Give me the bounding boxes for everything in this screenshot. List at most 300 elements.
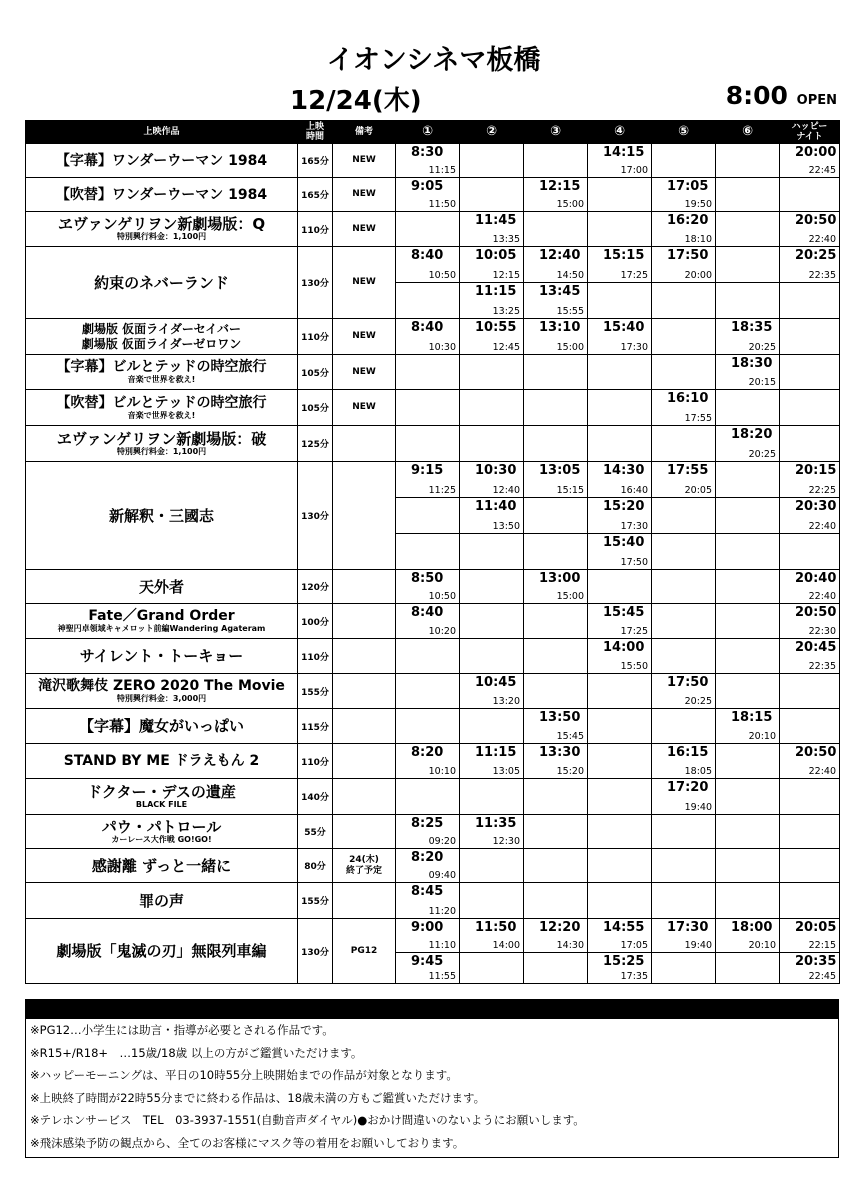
showtime-cell-screen-2 <box>460 919 524 953</box>
showtime-cell-screen-4 <box>588 779 652 815</box>
start-time: 17:50 <box>667 675 709 690</box>
schedule-row <box>26 570 840 604</box>
col-header-happy-night: ハッピー ナイト <box>780 121 840 144</box>
note-cell <box>333 604 396 639</box>
showtime-cell-screen-1 <box>396 426 460 462</box>
note-line: ※上映終了時間が22時55分までに終わる作品は、18歳未満の方もご鑑賞いただけます。 <box>30 1090 486 1105</box>
showtime-cell-screen-2 <box>460 815 524 849</box>
start-time: 13:45 <box>539 284 581 299</box>
movie-subtitle: 特別興行料金：3,000円 <box>116 694 207 703</box>
showtime-cell-screen-1 <box>396 390 460 426</box>
schedule-row <box>26 355 840 390</box>
showtime-cell-screen-3 <box>524 919 588 953</box>
duration-cell: 110分 <box>298 212 333 247</box>
end-time: 22:35 <box>808 661 836 672</box>
showtime-cell-screen-6 <box>716 212 780 247</box>
showtime-cell-screen-2 <box>460 498 524 534</box>
end-time: 13:50 <box>492 521 520 532</box>
showtime-cell-screen-6 <box>716 498 780 534</box>
showtime-cell-screen-2 <box>460 570 524 604</box>
showtime-cell-screen-2 <box>460 178 524 212</box>
end-time: 20:25 <box>748 342 776 353</box>
showtime-cell-screen-3 <box>524 178 588 212</box>
showtime-cell-happy <box>780 390 840 426</box>
end-time: 11:15 <box>428 165 456 176</box>
showtime-cell-happy <box>780 570 840 604</box>
end-time: 15:20 <box>556 766 584 777</box>
start-time: 12:20 <box>539 920 581 935</box>
showtime-cell-happy <box>780 883 840 919</box>
note-cell: NEW <box>333 247 396 319</box>
showtime-cell-happy <box>780 919 840 953</box>
duration-cell: 165分 <box>298 178 333 212</box>
start-time: 20:15 <box>795 463 837 478</box>
start-time: 18:15 <box>731 710 773 725</box>
movie-title-cell <box>26 815 298 849</box>
schedule-row <box>26 144 840 178</box>
footer-bar <box>25 999 839 1019</box>
start-time: 15:45 <box>603 605 645 620</box>
note-line: ※ハッピーモーニングは、平日の10時55分上映開始までの作品が対象となります。 <box>30 1068 458 1082</box>
end-time: 17:05 <box>620 940 648 951</box>
end-time: 12:15 <box>492 270 520 281</box>
movie-subtitle: 音楽で世界を救え! <box>127 375 196 384</box>
schedule-row <box>26 744 840 779</box>
showtime-cell-screen-1 <box>396 319 460 355</box>
end-time: 22:40 <box>808 766 836 777</box>
start-time: 20:50 <box>795 213 837 228</box>
movie-title: 新解釈・三國志 <box>108 506 214 525</box>
movie-title-cell <box>26 883 298 919</box>
showtime-cell-screen-6 <box>716 247 780 283</box>
end-time: 12:45 <box>492 342 520 353</box>
showtime-cell-screen-5 <box>652 849 716 883</box>
end-time: 11:20 <box>428 906 456 917</box>
showtime-cell-happy <box>780 744 840 779</box>
showtime-cell-screen-1 <box>396 178 460 212</box>
showtime-cell-screen-2 <box>460 462 524 498</box>
showtime-cell-screen-5 <box>652 426 716 462</box>
note-cell: NEW <box>333 355 396 390</box>
showtime-cell-screen-4 <box>588 953 652 984</box>
movie-title-cell <box>26 319 298 355</box>
movie-title-cell <box>26 462 298 570</box>
schedule-date: 12/24(木) <box>290 86 422 116</box>
start-time: 11:35 <box>475 816 517 831</box>
movie-subtitle: 音楽で世界を救え! <box>127 410 196 420</box>
schedule-row <box>26 709 840 744</box>
start-time: 13:10 <box>539 320 581 335</box>
end-time: 12:40 <box>492 485 520 496</box>
movie-subtitle: BLACK FILE <box>135 799 188 809</box>
end-time: 11:55 <box>428 971 456 982</box>
start-time: 15:40 <box>603 320 645 335</box>
start-time: 10:05 <box>475 248 517 263</box>
col-header-note: 備考 <box>333 121 396 144</box>
showtime-cell-screen-3 <box>524 462 588 498</box>
movie-title: 罪の声 <box>138 891 184 910</box>
showtime-cell-screen-1 <box>396 144 460 178</box>
showtime-cell-screen-3 <box>524 355 588 390</box>
movie-title: 天外者 <box>138 577 184 596</box>
showtime-cell-happy <box>780 319 840 355</box>
showtime-cell-happy <box>780 212 840 247</box>
note-cell <box>333 674 396 709</box>
showtime-cell-happy <box>780 674 840 709</box>
showtime-cell-screen-5 <box>652 953 716 984</box>
showtime-cell-screen-2 <box>460 744 524 779</box>
showtime-cell-screen-5 <box>652 604 716 639</box>
movie-title: 滝沢歌舞伎 ZERO 2020 The Movie <box>38 678 285 694</box>
start-time: 20:25 <box>795 248 837 263</box>
movie-title: 【吹替】ビルとテッドの時空旅行 <box>56 394 267 411</box>
duration-cell: 120分 <box>298 570 333 604</box>
showtime-cell-screen-4 <box>588 570 652 604</box>
showtime-cell-screen-3 <box>524 639 588 674</box>
showtime-cell-screen-4 <box>588 674 652 709</box>
start-time: 20:05 <box>795 920 837 935</box>
start-time: 14:00 <box>603 640 645 655</box>
showtime-cell-screen-4 <box>588 604 652 639</box>
start-time: 16:20 <box>667 213 709 228</box>
movie-title-line2: 劇場版 仮面ライダーゼロワン <box>81 336 242 351</box>
showtime-cell-screen-4 <box>588 919 652 953</box>
showtime-cell-screen-1 <box>396 883 460 919</box>
showtime-cell-screen-5 <box>652 498 716 534</box>
start-time: 18:30 <box>731 356 773 371</box>
start-time: 10:30 <box>475 463 517 478</box>
end-time: 19:40 <box>684 802 712 813</box>
col-header-screen-3: ③ <box>524 121 588 144</box>
showtime-cell-screen-6 <box>716 283 780 319</box>
showtime-cell-screen-2 <box>460 709 524 744</box>
movie-title-cell <box>26 247 298 319</box>
start-time: 8:40 <box>411 605 444 620</box>
movie-title-cell <box>26 639 298 674</box>
end-time: 15:15 <box>556 485 584 496</box>
end-time: 10:50 <box>428 591 456 602</box>
start-time: 20:45 <box>795 640 837 655</box>
end-time: 11:50 <box>428 199 456 210</box>
duration-cell: 105分 <box>298 390 333 426</box>
showtime-cell-screen-3 <box>524 426 588 462</box>
start-time: 17:30 <box>667 920 709 935</box>
end-time: 22:45 <box>808 971 836 982</box>
open-time-value: 8:00 <box>725 81 788 110</box>
showtime-cell-screen-2 <box>460 534 524 570</box>
showtime-cell-screen-4 <box>588 534 652 570</box>
start-time: 13:30 <box>539 745 581 760</box>
note-line: ※飛沫感染予防の観点から、全てのお客様にマスク等の着用をお願いしております。 <box>30 1135 465 1150</box>
note-cell: 24(木) 終了予定 <box>333 849 396 883</box>
end-time: 13:35 <box>492 234 520 245</box>
showtime-cell-happy <box>780 639 840 674</box>
showtime-cell-screen-4 <box>588 212 652 247</box>
start-time: 13:50 <box>539 710 581 725</box>
showtime-cell-happy <box>780 144 840 178</box>
showtime-cell-screen-6 <box>716 570 780 604</box>
schedule-row <box>26 390 840 426</box>
end-time: 09:40 <box>428 870 456 881</box>
end-time: 15:55 <box>556 306 584 317</box>
showtime-cell-screen-5 <box>652 144 716 178</box>
end-time: 17:55 <box>684 413 712 424</box>
start-time: 11:40 <box>475 499 517 514</box>
showtime-cell-screen-5 <box>652 779 716 815</box>
movie-subtitle: カーレース大作戦 GO!GO! <box>111 834 212 844</box>
showtime-cell-happy <box>780 355 840 390</box>
showtime-cell-screen-4 <box>588 849 652 883</box>
start-time: 15:20 <box>603 499 645 514</box>
start-time: 20:50 <box>795 605 837 620</box>
showtime-cell-screen-3 <box>524 604 588 639</box>
schedule-row <box>26 462 840 498</box>
end-time: 19:40 <box>684 940 712 951</box>
showtime-cell-screen-3 <box>524 815 588 849</box>
showtime-cell-screen-5 <box>652 570 716 604</box>
showtime-cell-screen-4 <box>588 498 652 534</box>
schedule-table <box>25 120 840 984</box>
end-time: 13:25 <box>492 306 520 317</box>
showtime-cell-screen-5 <box>652 744 716 779</box>
showtime-cell-screen-2 <box>460 426 524 462</box>
showtime-cell-screen-3 <box>524 883 588 919</box>
col-header-screen-4: ④ <box>588 121 652 144</box>
showtime-cell-screen-1 <box>396 953 460 984</box>
showtime-cell-screen-3 <box>524 390 588 426</box>
start-time: 16:10 <box>667 391 709 406</box>
note-cell <box>333 815 396 849</box>
start-time: 8:40 <box>411 320 444 335</box>
showtime-cell-screen-2 <box>460 283 524 319</box>
schedule-row <box>26 247 840 283</box>
showtime-cell-screen-6 <box>716 674 780 709</box>
movie-title-cell <box>26 779 298 815</box>
end-time: 17:30 <box>620 521 648 532</box>
start-time: 18:20 <box>731 427 773 442</box>
end-time: 09:20 <box>428 836 456 847</box>
start-time: 17:55 <box>667 463 709 478</box>
duration-cell: 105分 <box>298 355 333 390</box>
schedule-row <box>26 639 840 674</box>
showtime-cell-screen-3 <box>524 319 588 355</box>
start-time: 8:20 <box>411 745 444 760</box>
movie-title-cell <box>26 570 298 604</box>
start-time: 15:15 <box>603 248 645 263</box>
start-time: 12:15 <box>539 179 581 194</box>
showtime-cell-screen-3 <box>524 247 588 283</box>
start-time: 14:55 <box>603 920 645 935</box>
showtime-cell-screen-3 <box>524 283 588 319</box>
showtime-cell-screen-5 <box>652 212 716 247</box>
end-time: 22:35 <box>808 270 836 281</box>
start-time: 8:40 <box>411 248 444 263</box>
schedule-row <box>26 919 840 953</box>
end-time: 10:30 <box>428 342 456 353</box>
movie-title-cell <box>26 144 298 178</box>
showtime-cell-screen-5 <box>652 709 716 744</box>
start-time: 17:05 <box>667 179 709 194</box>
start-time: 15:40 <box>603 535 645 550</box>
end-time: 20:10 <box>748 940 776 951</box>
showtime-cell-screen-4 <box>588 639 652 674</box>
start-time: 17:20 <box>667 780 709 795</box>
showtime-cell-screen-2 <box>460 390 524 426</box>
end-time: 17:35 <box>620 971 648 982</box>
showtime-cell-screen-5 <box>652 283 716 319</box>
schedule-row <box>26 319 840 355</box>
showtime-cell-screen-4 <box>588 247 652 283</box>
note-cell <box>333 779 396 815</box>
movie-title: 【字幕】ワンダーウーマン 1984 <box>55 152 268 169</box>
end-time: 20:10 <box>748 731 776 742</box>
showtime-cell-screen-6 <box>716 709 780 744</box>
showtime-cell-happy <box>780 534 840 570</box>
start-time: 11:15 <box>475 284 517 299</box>
showtime-cell-screen-2 <box>460 355 524 390</box>
showtime-cell-screen-2 <box>460 247 524 283</box>
start-time: 8:45 <box>411 884 444 899</box>
showtime-cell-screen-1 <box>396 570 460 604</box>
showtime-cell-screen-5 <box>652 639 716 674</box>
movie-subtitle: 特別興行料金：1,100円 <box>116 446 207 456</box>
end-time: 17:25 <box>620 270 648 281</box>
showtime-cell-happy <box>780 709 840 744</box>
showtime-cell-screen-1 <box>396 674 460 709</box>
end-time: 13:05 <box>492 766 520 777</box>
note-cell: NEW <box>333 390 396 426</box>
showtime-cell-screen-3 <box>524 744 588 779</box>
showtime-cell-happy <box>780 283 840 319</box>
start-time: 14:15 <box>603 145 645 160</box>
showtime-cell-screen-5 <box>652 319 716 355</box>
header-row <box>26 121 840 144</box>
end-time: 22:15 <box>808 940 836 951</box>
start-time: 8:30 <box>411 145 444 160</box>
showtime-cell-screen-3 <box>524 498 588 534</box>
start-time: 14:30 <box>603 463 645 478</box>
showtime-cell-screen-5 <box>652 883 716 919</box>
start-time: 20:50 <box>795 745 837 760</box>
end-time: 22:25 <box>808 485 836 496</box>
duration-cell: 110分 <box>298 744 333 779</box>
note-cell <box>333 883 396 919</box>
start-time: 9:00 <box>411 920 444 935</box>
showtime-cell-screen-2 <box>460 883 524 919</box>
notes-box <box>25 1019 839 1158</box>
open-time <box>726 81 837 110</box>
showtime-cell-screen-4 <box>588 426 652 462</box>
duration-cell: 130分 <box>298 247 333 319</box>
showtime-cell-screen-4 <box>588 390 652 426</box>
end-time: 20:15 <box>748 377 776 388</box>
note-cell <box>333 570 396 604</box>
end-time: 22:45 <box>808 165 836 176</box>
showtime-cell-screen-6 <box>716 144 780 178</box>
movie-title-cell <box>26 212 298 247</box>
end-time: 10:20 <box>428 626 456 637</box>
end-time: 18:05 <box>684 766 712 777</box>
start-time: 11:15 <box>475 745 517 760</box>
movie-title-cell <box>26 744 298 779</box>
showtime-cell-screen-6 <box>716 953 780 984</box>
note-line: ※R15+/R18+ …15歳/18歳 以上の方がご鑑賞いただけます。 <box>30 1045 363 1060</box>
showtime-cell-screen-5 <box>652 355 716 390</box>
end-time: 22:40 <box>808 591 836 602</box>
showtime-cell-happy <box>780 498 840 534</box>
showtime-cell-happy <box>780 247 840 283</box>
showtime-cell-screen-5 <box>652 178 716 212</box>
showtime-cell-happy <box>780 815 840 849</box>
showtime-cell-screen-6 <box>716 883 780 919</box>
note-line: ※テレホンサービス TEL 03-3937-1551(自動音声ダイヤル)●おかけ間違いのないようにお願いします。 <box>30 1113 585 1127</box>
end-time: 20:25 <box>684 696 712 707</box>
duration-cell: 80分 <box>298 849 333 883</box>
showtime-cell-screen-2 <box>460 319 524 355</box>
note-cell: PG12 <box>333 919 396 984</box>
open-label: OPEN <box>796 93 837 108</box>
start-time: 20:30 <box>795 499 837 514</box>
showtime-cell-screen-6 <box>716 744 780 779</box>
start-time: 17:50 <box>667 248 709 263</box>
col-header-screen-2: ② <box>460 121 524 144</box>
showtime-cell-screen-1 <box>396 639 460 674</box>
duration-cell: 130分 <box>298 462 333 570</box>
end-time: 14:50 <box>556 270 584 281</box>
note-line: ※PG12…小学生には助言・指導が必要とされる作品です。 <box>30 1023 334 1037</box>
showtime-cell-screen-3 <box>524 709 588 744</box>
movie-title-cell <box>26 390 298 426</box>
showtime-cell-screen-4 <box>588 883 652 919</box>
showtime-cell-screen-5 <box>652 674 716 709</box>
showtime-cell-happy <box>780 462 840 498</box>
showtime-cell-screen-3 <box>524 674 588 709</box>
col-header-screen-1: ① <box>396 121 460 144</box>
movie-title: Fate／Grand Order <box>88 608 235 624</box>
showtime-cell-screen-6 <box>716 639 780 674</box>
showtime-cell-screen-6 <box>716 604 780 639</box>
end-time: 22:40 <box>808 521 836 532</box>
duration-cell: 130分 <box>298 919 333 984</box>
movie-title: 劇場版「鬼滅の刃」無限列車編 <box>56 942 267 960</box>
showtime-cell-screen-4 <box>588 355 652 390</box>
movie-title-cell <box>26 178 298 212</box>
movie-title: 劇場版 仮面ライダーセイバー <box>82 321 241 336</box>
movie-title-cell <box>26 709 298 744</box>
showtime-cell-happy <box>780 849 840 883</box>
end-time: 14:30 <box>556 940 584 951</box>
showtime-cell-screen-3 <box>524 779 588 815</box>
start-time: 8:50 <box>411 571 444 586</box>
col-header-duration: 上映 時間 <box>298 121 333 144</box>
start-time: 10:45 <box>475 675 517 690</box>
movie-title: 【字幕】魔女がいっぱい <box>78 717 244 735</box>
showtime-cell-screen-3 <box>524 953 588 984</box>
showtime-cell-screen-5 <box>652 390 716 426</box>
showtime-cell-screen-2 <box>460 212 524 247</box>
showtime-cell-screen-5 <box>652 534 716 570</box>
end-time: 16:40 <box>620 485 648 496</box>
schedule-row <box>26 604 840 639</box>
duration-cell: 165分 <box>298 144 333 178</box>
note-cell: NEW <box>333 144 396 178</box>
showtime-cell-screen-1 <box>396 779 460 815</box>
showtime-cell-screen-1 <box>396 919 460 953</box>
showtime-cell-screen-1 <box>396 815 460 849</box>
showtime-cell-screen-6 <box>716 534 780 570</box>
end-time: 17:50 <box>620 557 648 568</box>
showtime-cell-screen-3 <box>524 212 588 247</box>
